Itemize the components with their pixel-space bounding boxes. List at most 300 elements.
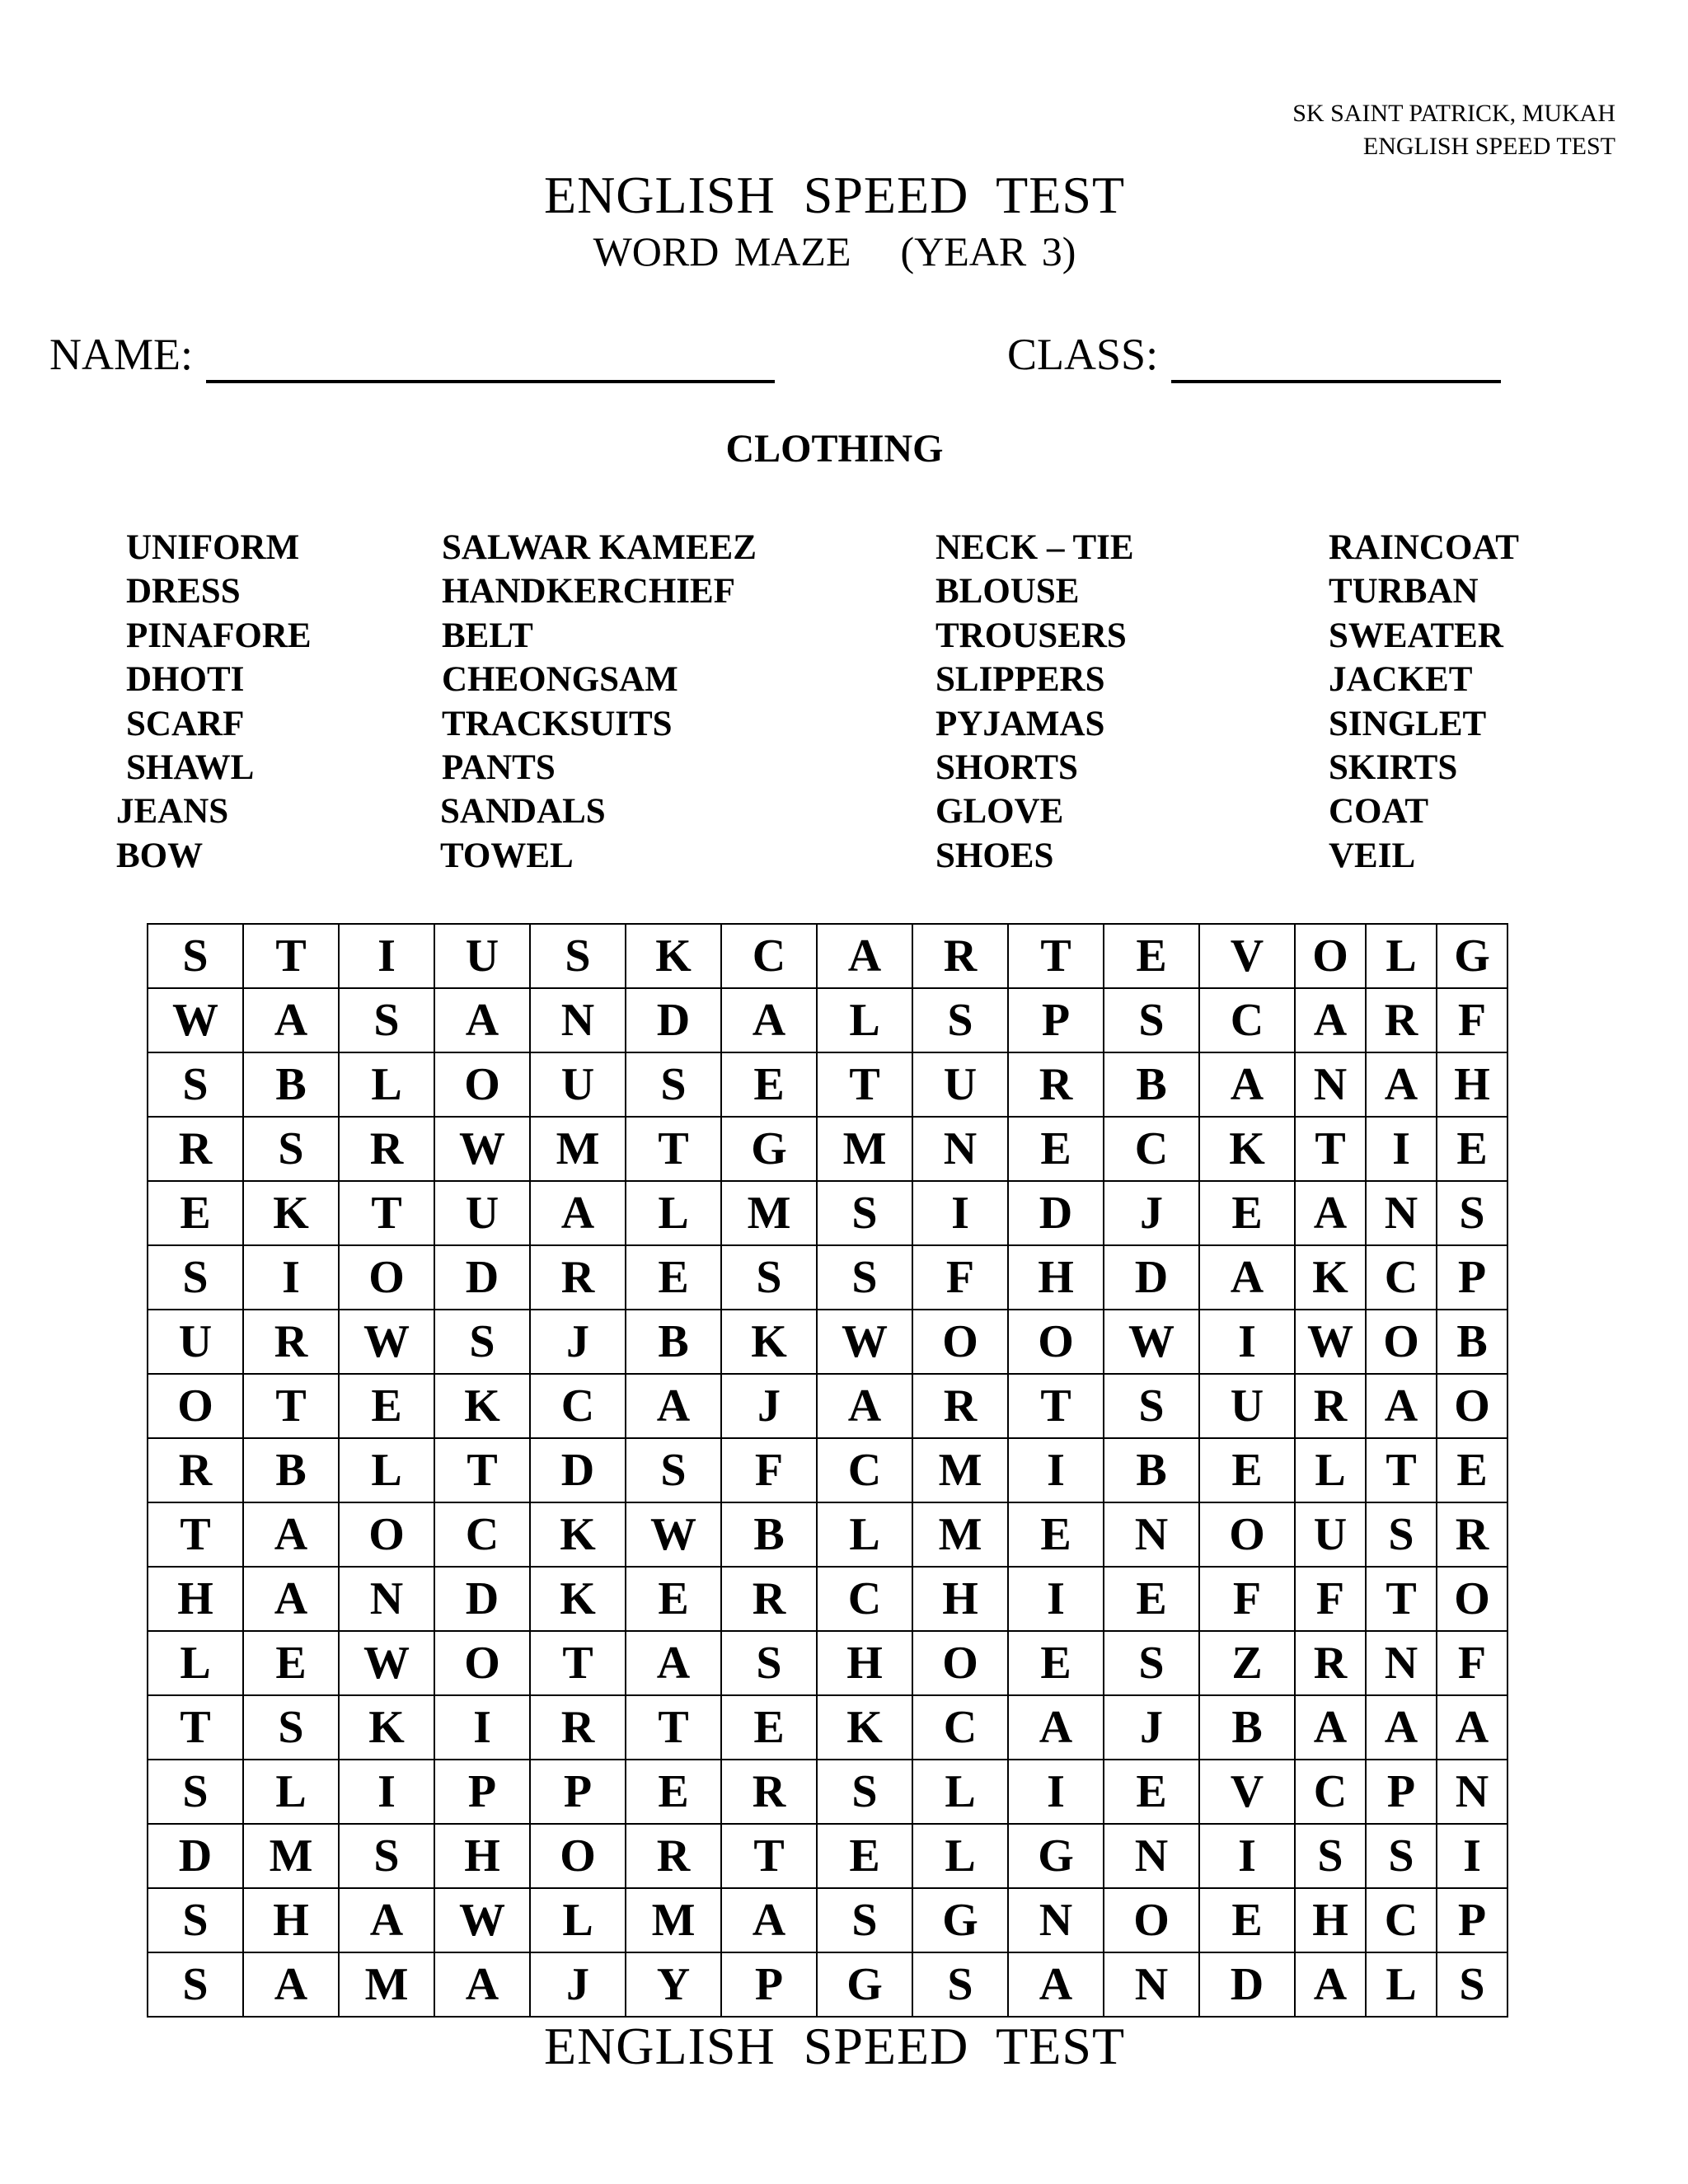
grid-cell[interactable]: F xyxy=(1295,1567,1366,1631)
grid-row xyxy=(148,1567,1507,1631)
grid-cell[interactable]: A xyxy=(1295,1952,1366,2017)
grid-cell[interactable]: T xyxy=(339,1181,434,1245)
grid-cell[interactable]: P xyxy=(721,1952,817,2017)
grid-cell[interactable]: S xyxy=(148,1760,243,1824)
grid-cell[interactable]: H xyxy=(1295,1888,1366,1952)
grid-cell[interactable]: I xyxy=(1199,1310,1295,1374)
grid-cell[interactable]: S xyxy=(1366,1824,1437,1888)
grid-cell[interactable]: L xyxy=(1366,924,1437,988)
grid-cell[interactable]: A xyxy=(721,1888,817,1952)
grid-row xyxy=(148,1695,1507,1760)
word-list-item: SCARF xyxy=(126,704,245,743)
grid-cell[interactable]: N xyxy=(530,988,626,1052)
grid-cell[interactable]: H xyxy=(243,1888,339,1952)
grid-cell[interactable]: A xyxy=(1199,1245,1295,1310)
grid-cell[interactable]: M xyxy=(243,1824,339,1888)
grid-cell[interactable]: S xyxy=(817,1888,912,1952)
grid-cell[interactable]: C xyxy=(817,1438,912,1502)
grid-cell[interactable]: N xyxy=(1366,1631,1437,1695)
word-list-item: SHOES xyxy=(935,836,1054,875)
grid-cell[interactable]: E xyxy=(148,1181,243,1245)
grid-cell[interactable]: C xyxy=(1295,1760,1366,1824)
grid-cell[interactable]: K xyxy=(1295,1245,1366,1310)
grid-cell[interactable]: R xyxy=(721,1760,817,1824)
grid-cell[interactable]: L xyxy=(817,1502,912,1567)
grid-cell[interactable]: G xyxy=(1437,924,1507,988)
grid-cell[interactable]: L xyxy=(339,1052,434,1117)
grid-cell[interactable]: P xyxy=(1437,1888,1507,1952)
grid-cell[interactable]: H xyxy=(1437,1052,1507,1117)
class-label: CLASS: xyxy=(1007,330,1159,379)
grid-cell[interactable]: T xyxy=(626,1117,721,1181)
grid-cell[interactable]: E xyxy=(1008,1502,1104,1567)
grid-cell[interactable]: N xyxy=(1104,1952,1199,2017)
name-blank-line[interactable] xyxy=(206,337,775,383)
grid-cell[interactable]: S xyxy=(530,924,626,988)
word-list-item: SWEATER xyxy=(1329,616,1503,655)
grid-cell[interactable]: F xyxy=(1437,988,1507,1052)
grid-cell[interactable]: S xyxy=(912,988,1008,1052)
grid-cell[interactable]: H xyxy=(912,1567,1008,1631)
grid-cell[interactable]: R xyxy=(339,1117,434,1181)
grid-cell[interactable]: N xyxy=(339,1567,434,1631)
grid-cell[interactable]: W xyxy=(1104,1310,1199,1374)
grid-row xyxy=(148,924,1507,988)
grid-cell[interactable]: N xyxy=(1366,1181,1437,1245)
grid-cell[interactable]: Y xyxy=(626,1952,721,2017)
grid-cell[interactable]: S xyxy=(912,1952,1008,2017)
word-list-item: DHOTI xyxy=(126,660,245,700)
grid-cell[interactable]: S xyxy=(1295,1824,1366,1888)
grid-cell[interactable]: B xyxy=(1104,1052,1199,1117)
grid-cell[interactable]: T xyxy=(148,1695,243,1760)
grid-cell[interactable]: E xyxy=(817,1824,912,1888)
grid-cell[interactable]: O xyxy=(339,1245,434,1310)
grid-cell[interactable]: S xyxy=(434,1310,530,1374)
grid-cell[interactable]: A xyxy=(434,1952,530,2017)
grid-cell[interactable]: D xyxy=(1104,1245,1199,1310)
grid-cell[interactable]: C xyxy=(721,924,817,988)
grid-row xyxy=(148,1760,1507,1824)
grid-cell[interactable]: E xyxy=(721,1695,817,1760)
grid-cell[interactable]: E xyxy=(721,1052,817,1117)
grid-cell[interactable]: P xyxy=(530,1760,626,1824)
grid-cell[interactable]: A xyxy=(626,1374,721,1438)
grid-cell[interactable]: I xyxy=(1008,1567,1104,1631)
grid-cell[interactable]: W xyxy=(434,1888,530,1952)
grid-cell[interactable]: S xyxy=(721,1245,817,1310)
grid-cell[interactable]: L xyxy=(912,1760,1008,1824)
school-test-label: ENGLISH SPEED TEST xyxy=(1362,133,1615,160)
grid-cell[interactable]: S xyxy=(1366,1502,1437,1567)
grid-cell[interactable]: T xyxy=(243,924,339,988)
grid-cell[interactable]: C xyxy=(530,1374,626,1438)
grid-cell[interactable]: O xyxy=(912,1310,1008,1374)
grid-cell[interactable]: B xyxy=(243,1052,339,1117)
grid-cell[interactable]: B xyxy=(243,1438,339,1502)
word-list-item: DRESS xyxy=(126,572,241,612)
grid-cell[interactable]: F xyxy=(1199,1567,1295,1631)
grid-cell[interactable]: C xyxy=(1104,1117,1199,1181)
grid-cell[interactable]: K xyxy=(721,1310,817,1374)
grid-cell[interactable]: O xyxy=(148,1374,243,1438)
grid-cell[interactable]: S xyxy=(817,1245,912,1310)
grid-cell[interactable]: C xyxy=(817,1567,912,1631)
word-list-item: TROUSERS xyxy=(935,616,1127,655)
grid-cell[interactable]: L xyxy=(339,1438,434,1502)
grid-cell[interactable]: G xyxy=(912,1888,1008,1952)
grid-cell[interactable]: J xyxy=(721,1374,817,1438)
grid-cell[interactable]: D xyxy=(434,1245,530,1310)
grid-cell[interactable]: B xyxy=(1199,1695,1295,1760)
grid-row xyxy=(148,1245,1507,1310)
grid-cell[interactable]: S xyxy=(339,1824,434,1888)
grid-cell[interactable]: E xyxy=(339,1374,434,1438)
grid-cell[interactable]: C xyxy=(1366,1888,1437,1952)
grid-cell[interactable]: A xyxy=(243,1567,339,1631)
grid-cell[interactable]: K xyxy=(530,1567,626,1631)
grid-cell[interactable]: E xyxy=(1437,1438,1507,1502)
grid-cell[interactable]: N xyxy=(1437,1760,1507,1824)
grid-cell[interactable]: W xyxy=(434,1117,530,1181)
grid-cell[interactable]: I xyxy=(1199,1824,1295,1888)
subtitle-year: (YEAR 3) xyxy=(900,228,1076,274)
grid-cell[interactable]: E xyxy=(1437,1117,1507,1181)
grid-cell[interactable]: U xyxy=(148,1310,243,1374)
word-list-item: BLOUSE xyxy=(935,572,1080,612)
grid-cell[interactable]: S xyxy=(148,1052,243,1117)
grid-cell[interactable]: N xyxy=(1295,1052,1366,1117)
grid-row xyxy=(148,1888,1507,1952)
grid-cell[interactable]: I xyxy=(1008,1760,1104,1824)
grid-cell[interactable]: A xyxy=(243,988,339,1052)
school-name: SK SAINT PATRICK, MUKAH xyxy=(1292,100,1615,127)
grid-cell[interactable]: K xyxy=(530,1502,626,1567)
grid-cell[interactable]: V xyxy=(1199,924,1295,988)
grid-cell[interactable]: A xyxy=(243,1502,339,1567)
grid-cell[interactable]: L xyxy=(530,1888,626,1952)
word-list-item: PINAFORE xyxy=(126,616,312,655)
grid-cell[interactable]: T xyxy=(148,1502,243,1567)
grid-row xyxy=(148,1052,1507,1117)
name-field[interactable] xyxy=(49,326,775,383)
grid-cell[interactable]: E xyxy=(1104,1760,1199,1824)
class-blank-line[interactable] xyxy=(1171,337,1501,383)
grid-cell[interactable]: W xyxy=(148,988,243,1052)
class-field[interactable] xyxy=(1007,326,1501,383)
grid-cell[interactable]: T xyxy=(1366,1438,1437,1502)
grid-cell[interactable]: J xyxy=(1104,1695,1199,1760)
grid-cell[interactable]: A xyxy=(626,1631,721,1695)
grid-cell[interactable]: N xyxy=(912,1117,1008,1181)
grid-cell[interactable]: S xyxy=(148,1888,243,1952)
grid-cell[interactable]: R xyxy=(243,1310,339,1374)
grid-cell[interactable]: Z xyxy=(1199,1631,1295,1695)
grid-cell[interactable]: U xyxy=(434,924,530,988)
grid-cell[interactable]: L xyxy=(148,1631,243,1695)
grid-cell[interactable]: A xyxy=(817,924,912,988)
grid-cell[interactable]: I xyxy=(339,1760,434,1824)
grid-cell[interactable]: I xyxy=(1437,1824,1507,1888)
grid-cell[interactable]: L xyxy=(1366,1952,1437,2017)
grid-cell[interactable]: A xyxy=(1295,1181,1366,1245)
grid-cell[interactable]: U xyxy=(1295,1502,1366,1567)
grid-cell[interactable]: N xyxy=(1008,1888,1104,1952)
grid-cell[interactable]: O xyxy=(1104,1888,1199,1952)
grid-cell[interactable]: S xyxy=(721,1631,817,1695)
grid-cell[interactable]: S xyxy=(1437,1181,1507,1245)
grid-cell[interactable]: A xyxy=(339,1888,434,1952)
grid-cell[interactable]: D xyxy=(434,1567,530,1631)
grid-cell[interactable]: K xyxy=(1199,1117,1295,1181)
grid-cell[interactable]: S xyxy=(817,1760,912,1824)
grid-cell[interactable]: C xyxy=(912,1695,1008,1760)
grid-cell[interactable]: F xyxy=(721,1438,817,1502)
grid-cell[interactable]: A xyxy=(1295,988,1366,1052)
word-list-item: JACKET xyxy=(1329,660,1473,700)
grid-cell[interactable]: R xyxy=(1295,1631,1366,1695)
grid-cell[interactable]: L xyxy=(912,1824,1008,1888)
grid-cell[interactable]: T xyxy=(1366,1567,1437,1631)
grid-cell[interactable]: R xyxy=(721,1567,817,1631)
grid-cell[interactable]: U xyxy=(530,1052,626,1117)
word-list-item: NECK – TIE xyxy=(935,528,1134,567)
grid-cell[interactable]: O xyxy=(1199,1502,1295,1567)
grid-cell[interactable]: O xyxy=(434,1631,530,1695)
grid-cell[interactable]: J xyxy=(530,1952,626,2017)
grid-cell[interactable]: S xyxy=(1437,1952,1507,2017)
grid-cell[interactable]: D xyxy=(626,988,721,1052)
grid-cell[interactable]: W xyxy=(1295,1310,1366,1374)
grid-cell[interactable]: U xyxy=(434,1181,530,1245)
grid-cell[interactable]: O xyxy=(339,1502,434,1567)
grid-cell[interactable]: T xyxy=(530,1631,626,1695)
grid-cell[interactable]: M xyxy=(339,1952,434,2017)
grid-cell[interactable]: E xyxy=(243,1631,339,1695)
grid-cell[interactable]: M xyxy=(530,1117,626,1181)
grid-cell[interactable]: T xyxy=(1008,1374,1104,1438)
word-list-item: SKIRTS xyxy=(1329,748,1458,788)
grid-cell[interactable]: D xyxy=(530,1438,626,1502)
grid-cell[interactable]: J xyxy=(530,1310,626,1374)
word-column xyxy=(442,526,757,878)
grid-cell[interactable]: H xyxy=(148,1567,243,1631)
grid-cell[interactable]: B xyxy=(1104,1438,1199,1502)
grid-cell[interactable]: S xyxy=(339,988,434,1052)
grid-cell[interactable]: M xyxy=(721,1181,817,1245)
grid-row xyxy=(148,1438,1507,1502)
grid-cell[interactable]: R xyxy=(1295,1374,1366,1438)
grid-cell[interactable]: I xyxy=(434,1695,530,1760)
grid-cell[interactable]: E xyxy=(626,1760,721,1824)
grid-cell[interactable]: L xyxy=(1295,1438,1366,1502)
grid-cell[interactable]: M xyxy=(912,1502,1008,1567)
grid-cell[interactable]: V xyxy=(1199,1760,1295,1824)
grid-cell[interactable]: S xyxy=(626,1052,721,1117)
grid-cell[interactable]: N xyxy=(1104,1824,1199,1888)
grid-cell[interactable]: S xyxy=(1104,1631,1199,1695)
grid-cell[interactable]: H xyxy=(1008,1245,1104,1310)
grid-cell[interactable]: P xyxy=(1008,988,1104,1052)
grid-cell[interactable]: S xyxy=(817,1181,912,1245)
grid-cell[interactable]: K xyxy=(626,924,721,988)
grid-cell[interactable]: R xyxy=(912,924,1008,988)
grid-cell[interactable]: S xyxy=(1104,988,1199,1052)
grid-cell[interactable]: I xyxy=(1008,1438,1104,1502)
grid-cell[interactable]: K xyxy=(243,1181,339,1245)
grid-cell[interactable]: A xyxy=(1008,1695,1104,1760)
grid-cell[interactable]: O xyxy=(530,1824,626,1888)
grid-cell[interactable]: M xyxy=(626,1888,721,1952)
grid-cell[interactable]: D xyxy=(148,1824,243,1888)
grid-cell[interactable]: T xyxy=(626,1695,721,1760)
grid-cell[interactable]: A xyxy=(1437,1695,1507,1760)
grid-cell[interactable]: P xyxy=(434,1760,530,1824)
grid-cell[interactable]: I xyxy=(339,924,434,988)
grid-cell[interactable]: T xyxy=(1008,924,1104,988)
grid-cell[interactable]: A xyxy=(1366,1695,1437,1760)
grid-cell[interactable]: E xyxy=(1008,1631,1104,1695)
grid-cell[interactable]: R xyxy=(148,1438,243,1502)
grid-cell[interactable]: O xyxy=(912,1631,1008,1695)
grid-cell[interactable]: T xyxy=(721,1824,817,1888)
grid-cell[interactable]: S xyxy=(148,1952,243,2017)
grid-cell[interactable]: O xyxy=(1008,1310,1104,1374)
grid-cell[interactable]: T xyxy=(434,1438,530,1502)
grid-cell[interactable]: J xyxy=(1104,1181,1199,1245)
grid-cell[interactable]: A xyxy=(243,1952,339,2017)
grid-cell[interactable]: A xyxy=(434,988,530,1052)
grid-row xyxy=(148,988,1507,1052)
grid-cell[interactable]: E xyxy=(1199,1888,1295,1952)
grid-cell[interactable]: B xyxy=(626,1310,721,1374)
grid-cell[interactable]: H xyxy=(817,1631,912,1695)
grid-cell[interactable]: A xyxy=(530,1181,626,1245)
grid-cell[interactable]: C xyxy=(1366,1245,1437,1310)
grid-cell[interactable]: R xyxy=(912,1374,1008,1438)
grid-cell[interactable]: K xyxy=(817,1695,912,1760)
grid-cell[interactable]: F xyxy=(912,1245,1008,1310)
grid-cell[interactable]: S xyxy=(626,1438,721,1502)
grid-cell[interactable]: E xyxy=(1008,1117,1104,1181)
grid-cell[interactable]: K xyxy=(434,1374,530,1438)
grid-cell[interactable]: L xyxy=(626,1181,721,1245)
word-maze-grid xyxy=(147,923,1508,2018)
grid-cell[interactable]: I xyxy=(912,1181,1008,1245)
word-list-item: SHAWL xyxy=(126,748,255,788)
grid-cell[interactable]: S xyxy=(243,1695,339,1760)
word-list-item: PANTS xyxy=(442,748,556,788)
name-label: NAME: xyxy=(49,330,193,379)
grid-cell[interactable]: A xyxy=(1366,1374,1437,1438)
grid-cell[interactable]: S xyxy=(148,1245,243,1310)
grid-cell[interactable]: E xyxy=(626,1245,721,1310)
grid-cell[interactable]: H xyxy=(434,1824,530,1888)
word-list-item: TURBAN xyxy=(1329,572,1479,612)
grid-cell[interactable]: G xyxy=(721,1117,817,1181)
grid-cell[interactable]: R xyxy=(1008,1052,1104,1117)
grid-cell[interactable]: U xyxy=(912,1052,1008,1117)
grid-cell[interactable]: C xyxy=(1199,988,1295,1052)
grid-cell[interactable]: S xyxy=(148,924,243,988)
grid-cell[interactable]: R xyxy=(1437,1502,1507,1567)
grid-cell[interactable]: N xyxy=(1104,1502,1199,1567)
grid-cell[interactable]: O xyxy=(1366,1310,1437,1374)
grid-cell[interactable]: A xyxy=(1199,1052,1295,1117)
word-list-item: JEANS xyxy=(116,792,229,832)
grid-cell[interactable]: L xyxy=(243,1760,339,1824)
grid-cell[interactable]: E xyxy=(626,1567,721,1631)
grid-cell[interactable]: R xyxy=(530,1245,626,1310)
grid-cell[interactable]: C xyxy=(434,1502,530,1567)
grid-cell[interactable]: G xyxy=(817,1952,912,2017)
word-column xyxy=(116,526,312,878)
word-list-item: CHEONGSAM xyxy=(442,660,678,700)
grid-cell[interactable]: B xyxy=(721,1502,817,1567)
word-column xyxy=(1329,526,1519,878)
grid-cell[interactable]: W xyxy=(339,1631,434,1695)
grid-cell[interactable]: B xyxy=(1437,1310,1507,1374)
grid-cell[interactable]: P xyxy=(1437,1245,1507,1310)
word-list-item: BOW xyxy=(116,836,204,875)
grid-cell[interactable]: E xyxy=(1199,1438,1295,1502)
subtitle-word-maze: WORD MAZE xyxy=(593,228,851,274)
grid-cell[interactable]: W xyxy=(339,1310,434,1374)
grid-cell[interactable]: R xyxy=(626,1824,721,1888)
word-list-item: TOWEL xyxy=(440,836,574,875)
word-list-item: SHORTS xyxy=(935,748,1078,788)
grid-cell[interactable]: F xyxy=(1437,1631,1507,1695)
grid-cell[interactable]: A xyxy=(1008,1952,1104,2017)
grid-cell[interactable]: M xyxy=(912,1438,1008,1502)
grid-cell[interactable]: D xyxy=(1008,1181,1104,1245)
grid-cell[interactable]: I xyxy=(1366,1117,1437,1181)
grid-cell[interactable]: S xyxy=(1104,1374,1199,1438)
grid-cell[interactable]: S xyxy=(243,1117,339,1181)
grid-cell[interactable]: E xyxy=(1104,1567,1199,1631)
grid-cell[interactable]: A xyxy=(1295,1695,1366,1760)
grid-cell[interactable]: U xyxy=(1199,1374,1295,1438)
grid-cell[interactable]: T xyxy=(817,1052,912,1117)
grid-cell[interactable]: A xyxy=(817,1374,912,1438)
grid-cell[interactable]: D xyxy=(1199,1952,1295,2017)
grid-cell[interactable]: T xyxy=(243,1374,339,1438)
grid-cell[interactable]: W xyxy=(817,1310,912,1374)
grid-cell[interactable]: K xyxy=(339,1695,434,1760)
grid-cell[interactable]: E xyxy=(1199,1181,1295,1245)
grid-row xyxy=(148,1952,1507,2017)
grid-cell[interactable]: T xyxy=(1295,1117,1366,1181)
grid-cell[interactable]: E xyxy=(1104,924,1199,988)
page-footer: ENGLISH SPEED TEST xyxy=(543,2017,1126,2075)
grid-cell[interactable]: M xyxy=(817,1117,912,1181)
grid-cell[interactable]: L xyxy=(817,988,912,1052)
grid-row xyxy=(148,1824,1507,1888)
grid-cell[interactable]: O xyxy=(434,1052,530,1117)
grid-cell[interactable]: A xyxy=(1366,1052,1437,1117)
grid-cell[interactable]: O xyxy=(1437,1374,1507,1438)
grid-cell[interactable]: O xyxy=(1295,924,1366,988)
grid-cell[interactable]: G xyxy=(1008,1824,1104,1888)
grid-cell[interactable]: P xyxy=(1366,1760,1437,1824)
grid-cell[interactable]: O xyxy=(1437,1567,1507,1631)
grid-cell[interactable]: R xyxy=(530,1695,626,1760)
grid-cell[interactable]: A xyxy=(721,988,817,1052)
grid-cell[interactable]: R xyxy=(1366,988,1437,1052)
grid-cell[interactable]: W xyxy=(626,1502,721,1567)
grid-cell[interactable]: I xyxy=(243,1245,339,1310)
grid-cell[interactable]: R xyxy=(148,1117,243,1181)
